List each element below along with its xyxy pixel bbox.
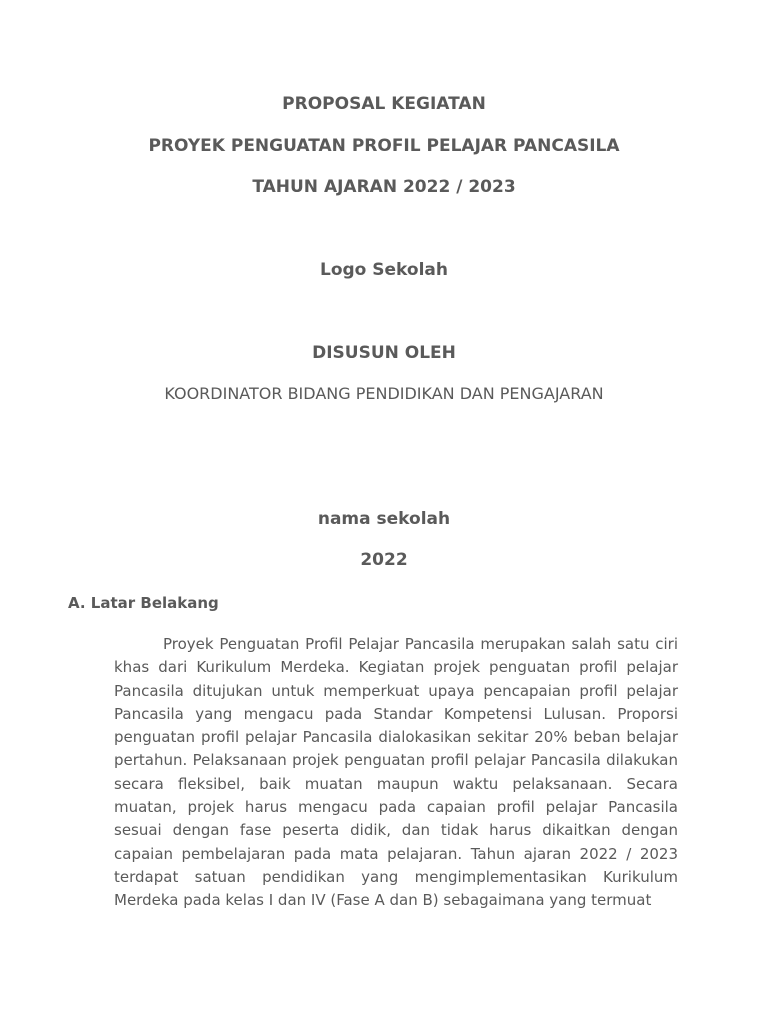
composed-by-label: DISUSUN OLEH — [312, 343, 456, 363]
document-title: PROPOSAL KEGIATAN — [282, 94, 486, 114]
document-subtitle: PROYEK PENGUATAN PROFIL PELAJAR PANCASILA — [148, 136, 620, 156]
school-logo-placeholder: Logo Sekolah — [320, 260, 448, 280]
school-name: nama sekolah — [317, 509, 451, 529]
composed-by: KOORDINATOR BIDANG PENDIDIKAN DAN PENGAJARAN — [164, 384, 604, 403]
section-paragraph: Proyek Penguatan Profil Pelajar Pancasila merupakan salah satu ciri khas dari Kurikulum Merdeka. Kegiatan projek penguatan profil pelajar Pancasila ditujukan untuk memperkuat upaya pencapaian profil pelajar Pancasila yang mengacu pada Standar Kompetensi Lulusan. Proporsi penguatan profil pelajar Pancasila dialokasikan sekitar 20% beban belajar pertahun. Pelaksanaan projek penguatan profil pelajar Pancasila dilakukan secara fleksibel, baik muatan maupun waktu pelaksanaan. Secara muatan, projek harus mengacu pada capaian profil pelajar Pancasila sesuai dengan fase peserta didik, dan tidak harus dikaitkan dengan capaian pembelajaran pada mata pelajaran. Tahun ajaran 2022 / 2023 terdapat satuan pendidikan yang mengimplementasikan Kurikulum Merdeka pada kelas I dan IV (Fase A dan B) sebagaimana yang termuat — [114, 635, 678, 910]
document-year: 2022 — [360, 550, 408, 570]
section-heading-latar-belakang: A. Latar Belakang — [68, 594, 219, 612]
academic-year: TAHUN AJARAN 2022 / 2023 — [252, 177, 516, 197]
